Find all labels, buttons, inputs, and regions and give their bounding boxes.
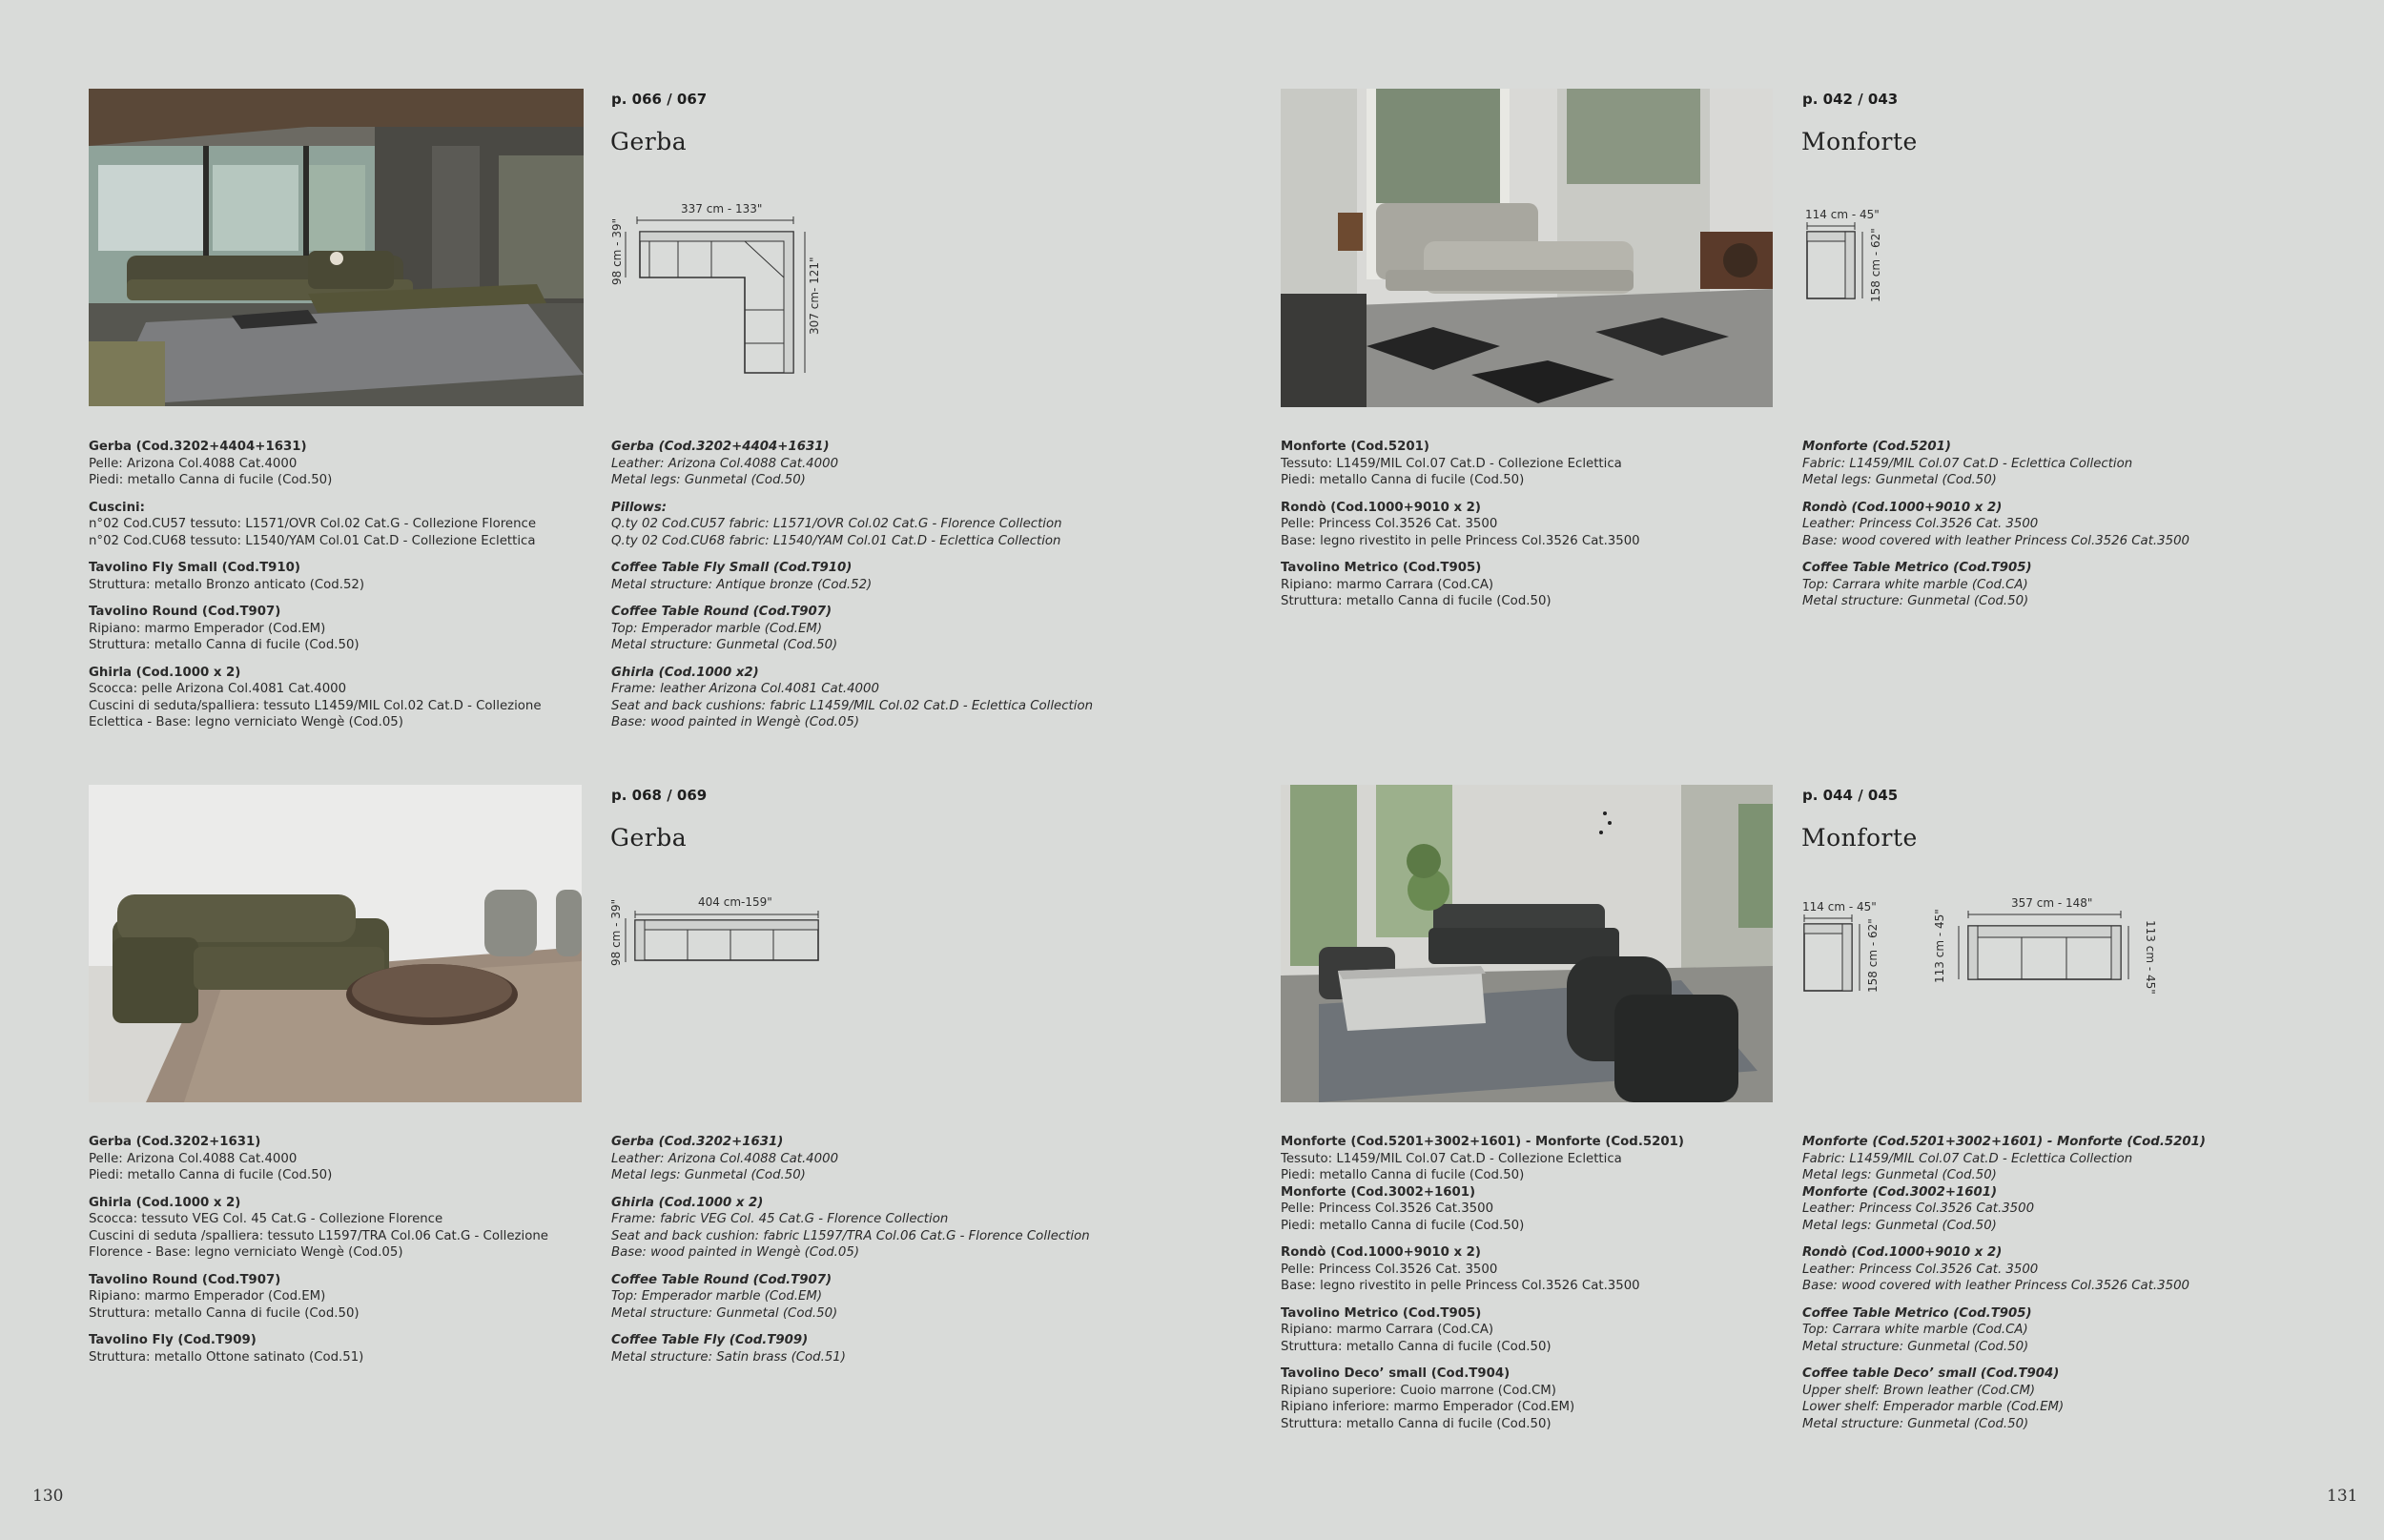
spec-line: Fabric: L1459/MIL Col.07 Cat.D - Eclettica Collection bbox=[1802, 1151, 2133, 1166]
spec-heading: Tavolino Round (Cod.T907) bbox=[89, 605, 281, 619]
spec-line: Leather: Princess Col.3526 Cat. 3500 bbox=[1802, 1262, 2039, 1277]
spec-line: n°02 Cod.CU68 tessuto: L1540/YAM Col.01 Cat.D - Collezione Eclettica bbox=[89, 533, 536, 548]
spec-line: Ripiano inferiore: marmo Emperador (Cod.EM) bbox=[1281, 1400, 1575, 1414]
spec-line: Piedi: metallo Canna di fucile (Cod.50) bbox=[89, 1168, 333, 1182]
spec-line: Q.ty 02 Cod.CU57 fabric: L1571/OVR Col.02 Cat.G - Florence Collection bbox=[611, 517, 1062, 531]
spec-block bbox=[1281, 1244, 1684, 1295]
spec-line: Struttura: metallo Canna di fucile (Cod.50) bbox=[89, 638, 360, 652]
spec-block bbox=[89, 1272, 548, 1323]
photo-gerba-corner-sofa bbox=[89, 89, 584, 406]
spec-line: Metal legs: Gunmetal (Cod.50) bbox=[611, 1168, 806, 1182]
spec-line: Piedi: metallo Canna di fucile (Cod.50) bbox=[1281, 1218, 1525, 1233]
spec-line: Metal structure: Antique bronze (Cod.52) bbox=[611, 577, 873, 592]
spec-line: Cuscini di seduta/spalliera: tessuto L1459/MIL Col.02 Cat.D - Collezione bbox=[89, 698, 542, 713]
spec-heading: Monforte (Cod.5201+3002+1601) - Monforte (Cod.5201) bbox=[1281, 1135, 1684, 1149]
spec-heading: Coffee Table Round (Cod.T907) bbox=[611, 1272, 832, 1287]
spec-heading: Gerba (Cod.3202+4404+1631) bbox=[611, 440, 830, 454]
spec-line: Metal legs: Gunmetal (Cod.50) bbox=[1802, 1168, 1997, 1182]
spec-block bbox=[1802, 1244, 2206, 1295]
spec-line: Tessuto: L1459/MIL Col.07 Cat.D - Collezione Eclettica bbox=[1281, 456, 1622, 471]
spec-heading: Monforte (Cod.5201) bbox=[1802, 440, 1951, 454]
spec-block bbox=[1281, 1184, 1684, 1235]
spec-line: Pelle: Princess Col.3526 Cat. 3500 bbox=[1281, 517, 1498, 531]
spec-block bbox=[89, 665, 542, 731]
spec-line: Top: Carrara white marble (Cod.CA) bbox=[1802, 577, 2028, 592]
spec-heading: Tavolino Metrico (Cod.T905) bbox=[1281, 1305, 1482, 1321]
spec-line: Q.ty 02 Cod.CU68 fabric: L1540/YAM Col.01 Cat.D - Eclettica Collection bbox=[611, 533, 1061, 548]
spec-block bbox=[1802, 1305, 2206, 1356]
spec-line: Base: wood painted in Wengè (Cod.05) bbox=[611, 1245, 860, 1260]
spec-line: Frame: leather Arizona Col.4081 Cat.4000 bbox=[611, 682, 879, 696]
spec-heading: Tavolino Fly Small (Cod.T910) bbox=[89, 561, 301, 575]
spec-line: Upper shelf: Brown leather (Cod.CM) bbox=[1802, 1383, 2036, 1398]
spec-line: Struttura: metallo Canna di fucile (Cod.50) bbox=[1281, 1416, 1552, 1431]
dim-gerba2-width: 404 cm-159" bbox=[698, 895, 772, 909]
spec-line: Base: wood covered with leather Princess Col.3526 Cat.3500 bbox=[1802, 533, 2189, 548]
spec-line: Base: legno rivestito in pelle Princess Col.3526 Cat.3500 bbox=[1281, 533, 1640, 548]
title-gerba-1: Gerba bbox=[610, 128, 688, 155]
dim-monforte2-width-2: 357 cm - 148" bbox=[2011, 896, 2093, 910]
monforte2-description-it bbox=[1281, 1134, 1684, 1443]
spec-block bbox=[1281, 500, 1640, 550]
spec-line: Piedi: metallo Canna di fucile (Cod.50) bbox=[1281, 473, 1525, 487]
spec-block bbox=[1281, 439, 1640, 489]
spec-line: Leather: Arizona Col.4088 Cat.4000 bbox=[611, 1151, 839, 1166]
dim-gerba1-depth: 307 cm- 121" bbox=[808, 257, 821, 335]
spec-line: Metal legs: Gunmetal (Cod.50) bbox=[1802, 473, 1997, 487]
dim-gerba1-height: 98 cm - 39" bbox=[610, 217, 624, 285]
page-ref-monforte-2: p. 044 / 045 bbox=[1802, 787, 1899, 804]
spec-line: Metal legs: Gunmetal (Cod.50) bbox=[611, 473, 806, 487]
spec-block bbox=[611, 1195, 1090, 1262]
monforte1-description-en bbox=[1802, 439, 2189, 621]
spec-line: Seat and back cushion: fabric L1597/TRA Col.06 Cat.G - Florence Collection bbox=[611, 1228, 1090, 1243]
title-gerba-2: Gerba bbox=[610, 824, 688, 852]
page-number-right: 131 bbox=[2327, 1487, 2358, 1506]
spec-line: Leather: Princess Col.3526 Cat. 3500 bbox=[1802, 517, 2039, 531]
spec-line: n°02 Cod.CU57 tessuto: L1571/OVR Col.02 Cat.G - Collezione Florence bbox=[89, 517, 537, 531]
spec-block bbox=[1281, 560, 1640, 610]
spec-line: Seat and back cushions: fabric L1459/MIL Col.02 Cat.D - Eclettica Collection bbox=[611, 698, 1094, 713]
spec-line: Metal structure: Gunmetal (Cod.50) bbox=[1802, 594, 2029, 608]
spec-heading: Ghirla (Cod.1000 x 2) bbox=[611, 1195, 764, 1210]
page-ref-monforte-1: p. 042 / 043 bbox=[1802, 91, 1899, 108]
spec-heading: Monforte (Cod.3002+1601) bbox=[1281, 1184, 1476, 1200]
spec-block bbox=[89, 500, 542, 550]
title-monforte-2: Monforte bbox=[1801, 824, 1918, 852]
gerba1-description-en bbox=[611, 439, 1093, 742]
spec-heading: Gerba (Cod.3202+1631) bbox=[89, 1135, 261, 1149]
spec-line: Struttura: metallo Canna di fucile (Cod.50) bbox=[89, 1305, 360, 1321]
spec-line: Metal structure: Satin brass (Cod.51) bbox=[611, 1349, 846, 1365]
gerba2-description-en bbox=[611, 1134, 1090, 1376]
spec-heading: Coffee Table Metrico (Cod.T905) bbox=[1802, 1305, 2032, 1321]
spec-line: Metal legs: Gunmetal (Cod.50) bbox=[1802, 1218, 1997, 1233]
spec-heading: Ghirla (Cod.1000 x 2) bbox=[89, 1195, 241, 1210]
spec-line: Base: wood covered with leather Princess Col.3526 Cat.3500 bbox=[1802, 1279, 2189, 1293]
spec-heading: Rondò (Cod.1000+9010 x 2) bbox=[1281, 500, 1481, 515]
dim-monforte2-height-2: 113 cm - 45" bbox=[1933, 909, 1946, 983]
spec-line: Struttura: metallo Ottone satinato (Cod.51) bbox=[89, 1349, 364, 1365]
spec-block bbox=[1802, 439, 2189, 489]
monforte2-description-en bbox=[1802, 1134, 2206, 1443]
page-number-left: 130 bbox=[32, 1487, 64, 1506]
spec-line: Top: Emperador marble (Cod.EM) bbox=[611, 1289, 823, 1304]
spec-line: Metal structure: Gunmetal (Cod.50) bbox=[1802, 1339, 2029, 1354]
spec-heading: Gerba (Cod.3202+4404+1631) bbox=[89, 440, 307, 454]
diagram-gerba-corner bbox=[606, 195, 835, 386]
spec-line: Ripiano superiore: Cuoio marrone (Cod.CM) bbox=[1281, 1383, 1556, 1398]
spec-heading: Cuscini: bbox=[89, 500, 145, 515]
spec-line: Leather: Princess Col.3526 Cat.3500 bbox=[1802, 1201, 2035, 1216]
spec-block bbox=[89, 439, 542, 489]
spec-line: Base: legno rivestito in pelle Princess Col.3526 Cat.3500 bbox=[1281, 1279, 1640, 1293]
dim-gerba2-height: 98 cm - 39" bbox=[609, 898, 623, 966]
spec-block bbox=[1802, 560, 2189, 610]
page-ref-gerba-1: p. 066 / 067 bbox=[611, 91, 708, 108]
spec-block bbox=[1281, 1365, 1684, 1432]
spec-block bbox=[611, 604, 1093, 654]
title-monforte-1: Monforte bbox=[1801, 128, 1918, 155]
spec-block bbox=[611, 500, 1093, 550]
spec-line: Pelle: Princess Col.3526 Cat.3500 bbox=[1281, 1201, 1494, 1216]
spec-line: Metal structure: Gunmetal (Cod.50) bbox=[1802, 1416, 2029, 1431]
spec-heading: Tavolino Metrico (Cod.T905) bbox=[1281, 561, 1482, 575]
spec-line: Cuscini di seduta /spalliera: tessuto L1597/TRA Col.06 Cat.G - Collezione bbox=[89, 1228, 548, 1243]
photo-gerba-sofa bbox=[89, 785, 582, 1102]
spec-line: Piedi: metallo Canna di fucile (Cod.50) bbox=[89, 473, 333, 487]
spec-block bbox=[611, 1332, 1090, 1365]
spec-heading: Coffee table Deco’ small (Cod.T904) bbox=[1802, 1366, 2060, 1381]
spec-block bbox=[89, 1332, 548, 1365]
spec-block bbox=[611, 665, 1093, 731]
spec-heading: Ghirla (Cod.1000 x2) bbox=[611, 665, 759, 680]
spec-block bbox=[611, 1272, 1090, 1323]
spec-line: Scocca: pelle Arizona Col.4081 Cat.4000 bbox=[89, 682, 347, 696]
photo-monforte-chaise bbox=[1281, 89, 1773, 407]
dim-monforte2-depth-1: 158 cm - 62" bbox=[1866, 918, 1880, 993]
spec-line: Leather: Arizona Col.4088 Cat.4000 bbox=[611, 456, 839, 471]
spec-heading: Tavolino Round (Cod.T907) bbox=[89, 1272, 281, 1287]
dim-monforte1-depth: 158 cm - 62" bbox=[1869, 228, 1882, 302]
spec-block bbox=[611, 439, 1093, 489]
spec-line: Frame: fabric VEG Col. 45 Cat.G - Florence Collection bbox=[611, 1212, 949, 1226]
spec-line: Struttura: metallo Canna di fucile (Cod.50) bbox=[1281, 594, 1552, 608]
spec-line: Scocca: tessuto VEG Col. 45 Cat.G - Collezione Florence bbox=[89, 1212, 443, 1226]
gerba2-description-it bbox=[89, 1134, 548, 1376]
spec-heading: Coffee Table Round (Cod.T907) bbox=[611, 605, 832, 619]
spec-line: Struttura: metallo Bronzo anticato (Cod.52) bbox=[89, 577, 365, 592]
spec-line: Pelle: Arizona Col.4088 Cat.4000 bbox=[89, 1151, 298, 1166]
spec-line: Pelle: Arizona Col.4088 Cat.4000 bbox=[89, 456, 298, 471]
spec-heading: Rondò (Cod.1000+9010 x 2) bbox=[1281, 1245, 1481, 1260]
spec-block bbox=[611, 560, 1093, 593]
spec-line: Ripiano: marmo Emperador (Cod.EM) bbox=[89, 1289, 326, 1304]
spec-line: Metal structure: Gunmetal (Cod.50) bbox=[611, 1305, 838, 1321]
spec-heading: Ghirla (Cod.1000 x 2) bbox=[89, 665, 241, 680]
spec-block bbox=[611, 1134, 1090, 1184]
spec-block bbox=[89, 560, 542, 593]
spec-block bbox=[89, 1134, 548, 1184]
spec-line: Ripiano: marmo Carrara (Cod.CA) bbox=[1281, 577, 1494, 592]
monforte1-description-it bbox=[1281, 439, 1640, 621]
dim-gerba1-width: 337 cm - 133" bbox=[681, 202, 763, 216]
spec-block bbox=[1802, 1134, 2206, 1184]
spec-block bbox=[1802, 500, 2189, 550]
spec-heading: Tavolino Deco’ small (Cod.T904) bbox=[1281, 1366, 1511, 1381]
gerba1-description-it bbox=[89, 439, 542, 742]
spec-line: Eclettica - Base: legno verniciato Wengè (Cod.05) bbox=[89, 715, 403, 729]
spec-line: Piedi: metallo Canna di fucile (Cod.50) bbox=[1281, 1168, 1525, 1182]
spec-line: Fabric: L1459/MIL Col.07 Cat.D - Eclettica Collection bbox=[1802, 456, 2133, 471]
spec-heading: Rondò (Cod.1000+9010 x 2) bbox=[1802, 500, 2003, 515]
spec-line: Top: Carrara white marble (Cod.CA) bbox=[1802, 1323, 2028, 1337]
spec-block bbox=[89, 1195, 548, 1262]
spec-heading: Coffee Table Fly Small (Cod.T910) bbox=[611, 561, 853, 575]
spec-line: Metal structure: Gunmetal (Cod.50) bbox=[611, 638, 838, 652]
spec-line: Ripiano: marmo Carrara (Cod.CA) bbox=[1281, 1323, 1494, 1337]
spec-line: Tessuto: L1459/MIL Col.07 Cat.D - Collezione Eclettica bbox=[1281, 1151, 1622, 1166]
dim-monforte1-width: 114 cm - 45" bbox=[1805, 208, 1880, 221]
spec-heading: Coffee Table Fly (Cod.T909) bbox=[611, 1333, 809, 1347]
spec-heading: Coffee Table Metrico (Cod.T905) bbox=[1802, 561, 2032, 575]
dim-monforte2-depth-2: 113 cm - 45" bbox=[2144, 920, 2157, 995]
spec-heading: Pillows: bbox=[611, 500, 668, 515]
spec-line: Top: Emperador marble (Cod.EM) bbox=[611, 621, 823, 636]
spec-heading: Rondò (Cod.1000+9010 x 2) bbox=[1802, 1245, 2003, 1260]
spec-line: Pelle: Princess Col.3526 Cat. 3500 bbox=[1281, 1262, 1498, 1277]
photo-monforte-living bbox=[1281, 785, 1773, 1102]
spec-line: Lower shelf: Emperador marble (Cod.EM) bbox=[1802, 1400, 2065, 1414]
spec-block bbox=[89, 604, 542, 654]
dim-monforte2-width-1: 114 cm - 45" bbox=[1802, 900, 1877, 914]
spec-line: Struttura: metallo Canna di fucile (Cod.50) bbox=[1281, 1339, 1552, 1354]
spec-line: Base: wood painted in Wengè (Cod.05) bbox=[611, 715, 860, 729]
spec-heading: Monforte (Cod.5201+3002+1601) - Monforte (Cod.5201) bbox=[1802, 1135, 2206, 1149]
diagram-monforte-chaise bbox=[1801, 205, 1916, 310]
spec-heading: Gerba (Cod.3202+1631) bbox=[611, 1135, 784, 1149]
spec-block bbox=[1802, 1365, 2206, 1432]
spec-line: Florence - Base: legno verniciato Wengè (Cod.05) bbox=[89, 1245, 403, 1260]
diagram-gerba-sofa bbox=[606, 892, 835, 968]
spec-block bbox=[1281, 1134, 1684, 1184]
spec-line: Ripiano: marmo Emperador (Cod.EM) bbox=[89, 621, 326, 636]
page-ref-gerba-2: p. 068 / 069 bbox=[611, 787, 708, 804]
diagram-monforte-composition bbox=[1798, 892, 2170, 1006]
spec-heading: Monforte (Cod.3002+1601) bbox=[1802, 1184, 1998, 1200]
spec-heading: Tavolino Fly (Cod.T909) bbox=[89, 1333, 257, 1347]
spec-block bbox=[1281, 1305, 1684, 1356]
spec-block bbox=[1802, 1184, 2206, 1235]
spec-heading: Monforte (Cod.5201) bbox=[1281, 440, 1429, 454]
